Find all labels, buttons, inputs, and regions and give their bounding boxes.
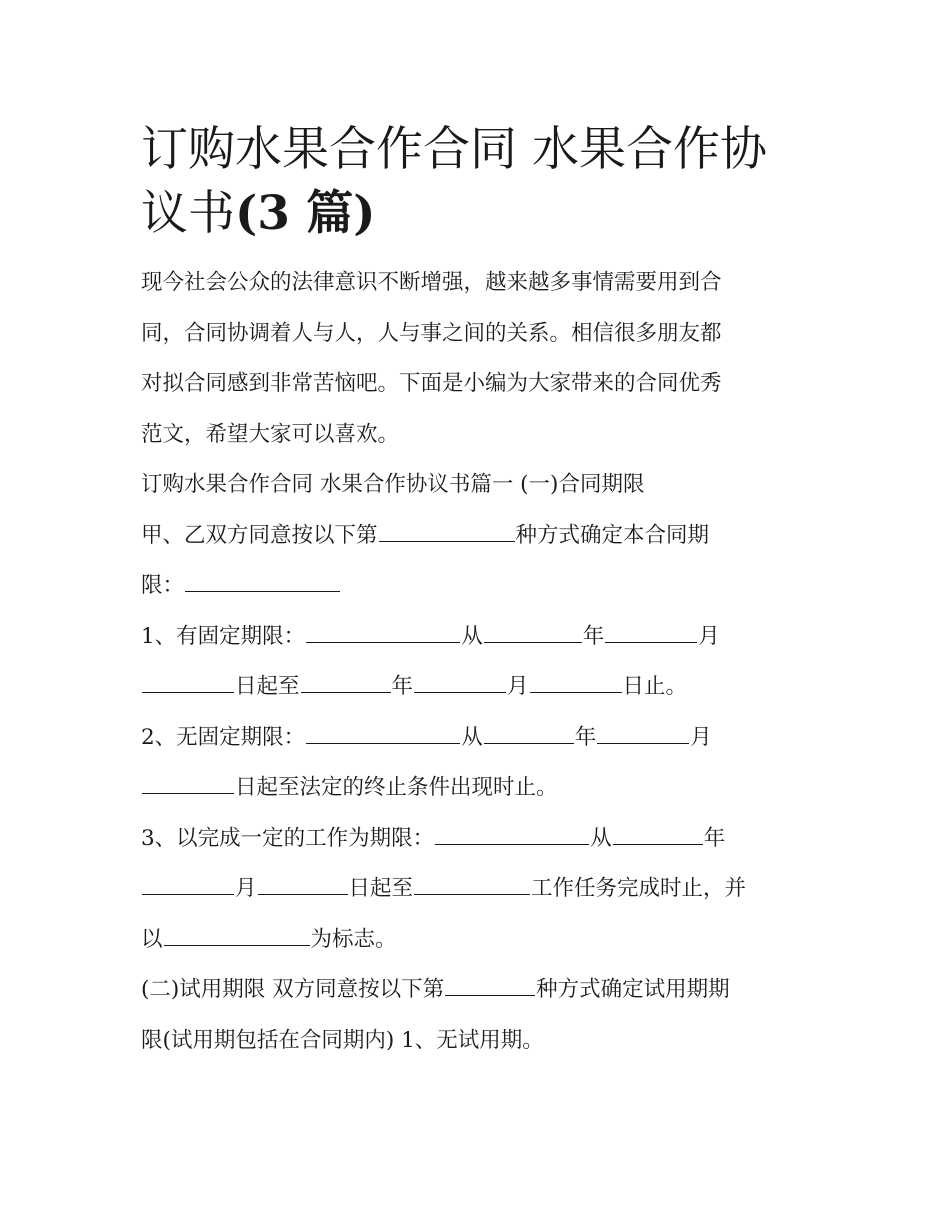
blank-field[interactable] — [142, 674, 234, 693]
blank-field[interactable] — [484, 725, 574, 744]
title-line-1: 订购水果合作合同 水果合作协 — [141, 122, 767, 177]
item-text: 日起至 — [348, 876, 414, 901]
blank-field[interactable] — [435, 826, 589, 845]
item-3-line-1 — [141, 814, 816, 865]
intro-line: 现今社会公众的法律意识不断增强，越来越多事情需要用到合 — [141, 270, 722, 295]
blank-field[interactable] — [445, 977, 535, 996]
trial-text: (二)试用期限 双方同意按以下第 — [141, 977, 445, 1002]
item-1 — [141, 612, 816, 713]
item-text: 月 — [690, 724, 712, 750]
item-3-line-3 — [141, 915, 816, 966]
clause-text: 甲、乙双方同意按以下第 — [141, 522, 378, 548]
item-text: 年 — [703, 825, 726, 851]
intro-paragraph — [141, 258, 816, 460]
document-page — [141, 118, 816, 1066]
item-text: 月 — [235, 876, 257, 901]
blank-field[interactable] — [306, 624, 460, 643]
blank-field[interactable] — [164, 927, 310, 946]
blank-field[interactable] — [414, 876, 530, 895]
item-1-line-2 — [141, 662, 816, 713]
term-clause — [141, 511, 816, 612]
blank-field[interactable] — [605, 624, 697, 643]
item-text: 从 — [461, 724, 483, 750]
item-text: 以 — [141, 926, 163, 952]
item-text: 2、无固定期限： — [141, 724, 306, 750]
item-text: 日起至法定的终止条件出现时止。 — [235, 775, 558, 800]
clause-text: 限： — [141, 573, 185, 598]
item-text: 月 — [507, 674, 529, 699]
term-clause-line-2 — [141, 561, 816, 612]
title-line-2 — [141, 182, 816, 246]
item-3 — [141, 814, 816, 966]
section-heading — [141, 460, 816, 511]
item-1-line-1 — [141, 612, 816, 663]
intro-line: 范文，希望大家可以喜欢。 — [141, 421, 400, 447]
item-text: 从 — [461, 623, 483, 649]
blank-field[interactable] — [484, 624, 582, 643]
item-text: 1、有固定期限： — [141, 623, 306, 649]
blank-field[interactable] — [142, 775, 234, 794]
trial-line-2: 限(试用期包括在合同期内) 1、无试用期。 — [141, 1027, 544, 1053]
item-text: 日止。 — [622, 674, 688, 699]
item-text: 日起至 — [235, 674, 300, 699]
item-text: 3、以完成一定的工作为期限： — [141, 825, 435, 851]
item-text: 从 — [590, 825, 612, 851]
item-text: 月 — [698, 623, 720, 649]
blank-field[interactable] — [185, 573, 340, 592]
item-2 — [141, 713, 816, 814]
trial-line-1 — [141, 965, 816, 1016]
blank-field[interactable] — [530, 674, 622, 693]
blank-field[interactable] — [301, 674, 391, 693]
blank-field[interactable] — [613, 826, 703, 845]
item-2-line-1 — [141, 713, 816, 764]
blank-field[interactable] — [258, 876, 348, 895]
blank-field[interactable] — [142, 876, 234, 895]
trial-text: 种方式确定试用期期 — [536, 977, 730, 1002]
blank-field[interactable] — [414, 674, 506, 693]
section-heading-text: 订购水果合作合同 水果合作协议书篇一 (一)合同期限 — [141, 472, 645, 497]
item-text: 工作任务完成时止，并 — [531, 876, 747, 901]
item-3-line-2 — [141, 864, 816, 915]
intro-line: 对拟合同感到非常苦恼吧。下面是小编为大家带来的合同优秀 — [141, 371, 722, 396]
item-text: 年 — [582, 623, 605, 649]
item-text: 为标志。 — [310, 926, 397, 952]
document-title — [141, 118, 816, 246]
blank-field[interactable] — [306, 725, 460, 744]
clause-text: 种方式确定本合同期 — [515, 522, 710, 548]
item-2-line-2 — [141, 763, 816, 814]
blank-field[interactable] — [379, 523, 515, 542]
intro-line: 同，合同协调着人与人，人与事之间的关系。相信很多朋友都 — [141, 320, 722, 346]
trial-clause — [141, 965, 816, 1066]
title-text: 议书 — [141, 186, 235, 241]
blank-field[interactable] — [597, 725, 689, 744]
term-clause-line-1 — [141, 511, 816, 562]
item-text: 年 — [391, 674, 414, 699]
item-text: 年 — [574, 724, 597, 750]
title-count: (3 篇) — [235, 186, 376, 241]
